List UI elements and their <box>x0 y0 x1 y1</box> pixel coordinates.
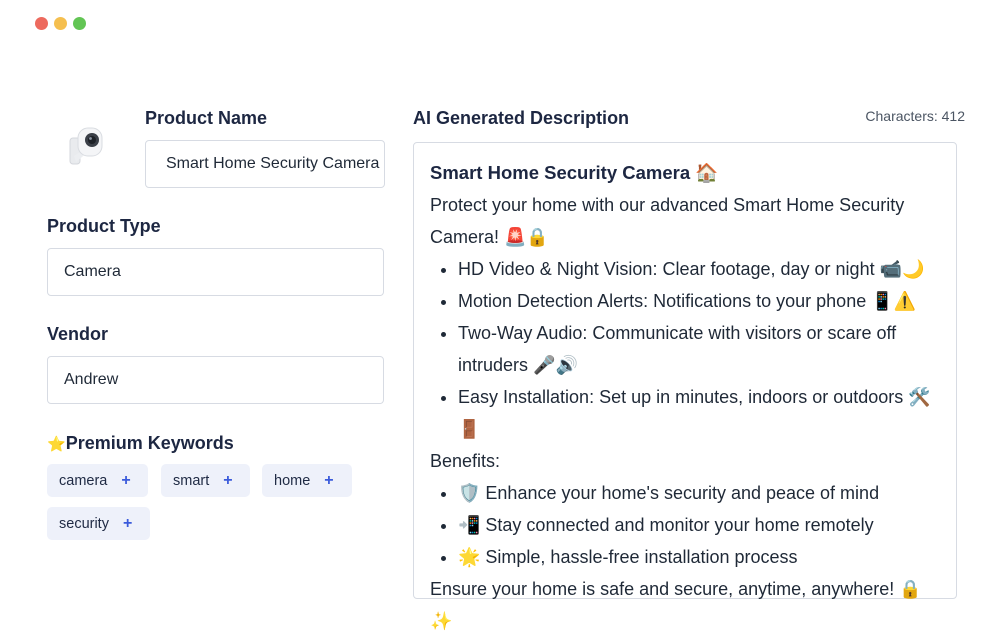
premium-keywords-heading <box>47 433 234 454</box>
add-keyword-icon[interactable]: + <box>121 471 131 489</box>
minimize-window-button[interactable] <box>54 17 67 30</box>
product-type-field[interactable] <box>47 248 384 296</box>
benefits-label: Benefits: <box>430 451 501 471</box>
add-keyword-icon[interactable]: + <box>223 471 233 489</box>
product-name-field[interactable] <box>145 140 385 188</box>
feature-item: • HD Video & Night Vision: Clear footage, day or night 📹🌙 <box>458 253 940 285</box>
description-closing: Ensure your home is safe and secure, anytime, anywhere! 🔒✨ <box>430 579 922 631</box>
product-name-label: Product Name <box>145 108 268 128</box>
character-count: Characters: 412 <box>865 108 965 124</box>
add-keyword-icon[interactable]: + <box>122 514 133 532</box>
product-name-value: Smart Home Security Camera <box>166 155 380 172</box>
keyword-text: security <box>59 515 109 532</box>
feature-item: • Easy Installation: Set up in minutes, indoors or outdoors 🛠️🚪 <box>458 381 940 445</box>
feature-item: • Motion Detection Alerts: Notifications to your phone 📱⚠️ <box>458 285 940 317</box>
product-image <box>52 112 122 182</box>
feature-list <box>430 253 940 445</box>
premium-keywords-title: Premium Keywords <box>65 433 234 453</box>
keyword-chip-camera[interactable] <box>47 464 148 497</box>
add-keyword-icon[interactable]: + <box>324 471 334 489</box>
benefit-list <box>430 477 940 573</box>
product-type-label: Product Type <box>47 216 161 236</box>
keyword-text: camera <box>59 472 108 489</box>
product-type-value: Camera <box>64 263 121 280</box>
keyword-text: home <box>274 472 311 489</box>
vendor-value: Andrew <box>64 371 119 388</box>
star-icon: ⭐ <box>47 436 66 453</box>
vendor-label: Vendor <box>47 324 109 344</box>
keyword-chip-smart[interactable] <box>161 464 250 497</box>
keyword-chip-security[interactable] <box>47 507 150 540</box>
description-intro: Protect your home with our advanced Smart Home Security Camera! 🚨🔒 <box>430 195 905 247</box>
maximize-window-button[interactable] <box>73 17 86 30</box>
description-title: Smart Home Security Camera 🏠 <box>430 162 719 183</box>
ai-description-label: AI Generated Description <box>413 108 630 128</box>
feature-item: • Two-Way Audio: Communicate with visitors or scare off intruders 🎤🔊 <box>458 317 940 381</box>
benefit-item: • 📲 Stay connected and monitor your home remotely <box>458 509 940 541</box>
benefit-item: • 🛡️ Enhance your home's security and peace of mind <box>458 477 940 509</box>
benefit-item: • 🌟 Simple, hassle-free installation process <box>458 541 940 573</box>
vendor-field[interactable] <box>47 356 384 404</box>
keyword-chip-home[interactable] <box>262 464 352 497</box>
window-controls <box>35 17 86 30</box>
ai-description-box[interactable] <box>413 142 957 631</box>
keyword-text: smart <box>173 472 210 489</box>
close-window-button[interactable] <box>35 17 48 30</box>
